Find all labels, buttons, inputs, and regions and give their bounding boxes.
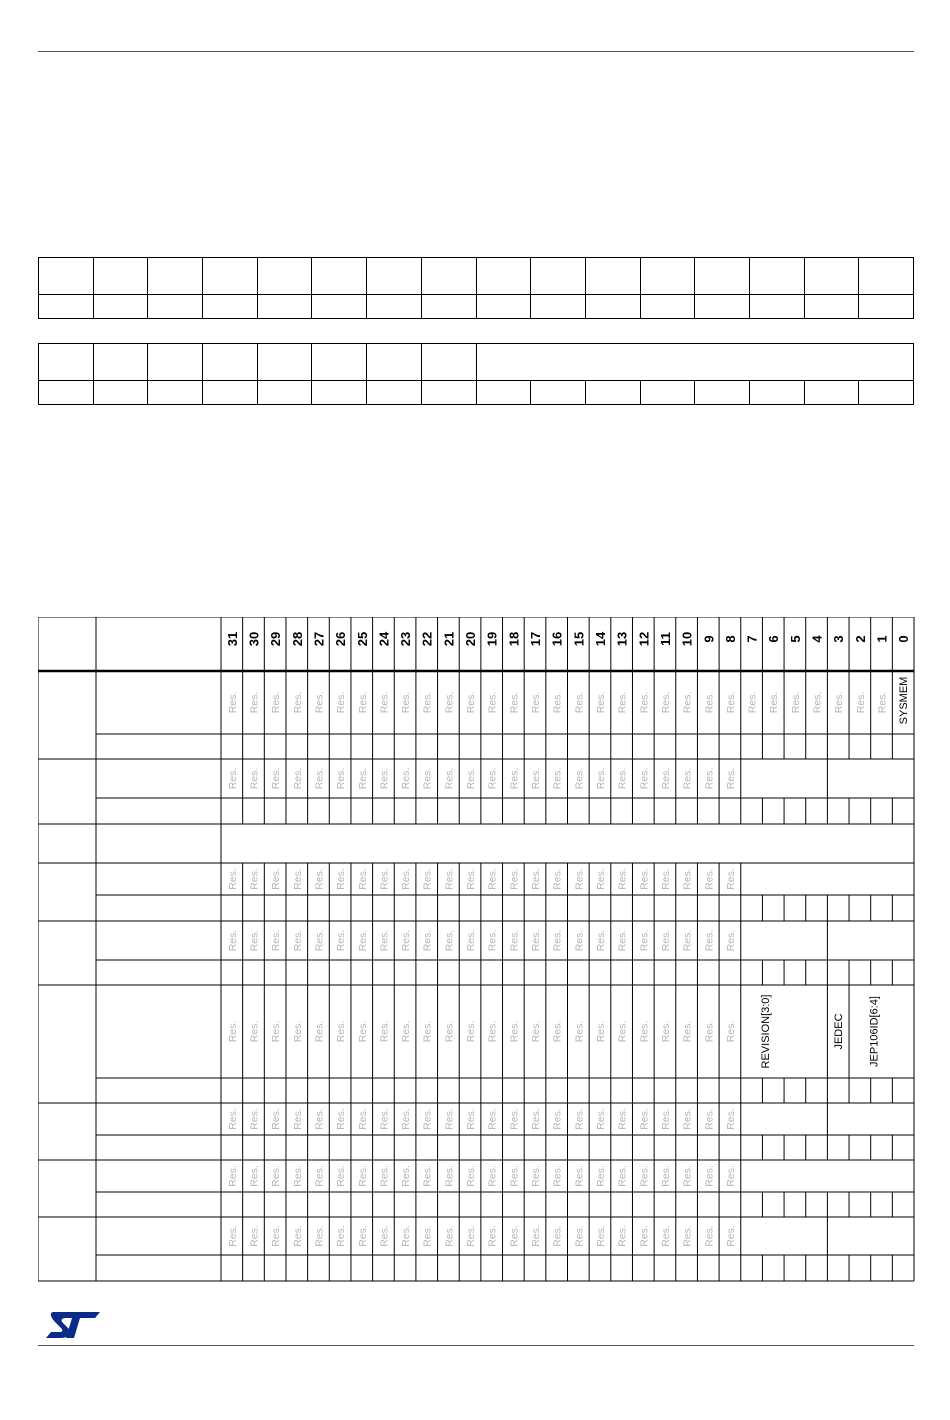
header-rule (38, 51, 914, 52)
reserved-label: Res. (703, 1108, 716, 1130)
reserved-label: Res. (465, 1108, 478, 1130)
bit-number-17: 17 (528, 631, 544, 647)
field-sysmem: SYSMEM (898, 676, 911, 725)
reserved-label: Res. (400, 929, 413, 952)
reserved-label: Res. (659, 691, 672, 714)
reserved-label: Res. (400, 1020, 413, 1043)
reserved-label: Res. (854, 691, 867, 714)
reserved-label: Res. (681, 868, 694, 890)
reserved-label: Res. (248, 929, 261, 952)
reserved-label: Res. (638, 1165, 651, 1187)
reserved-label: Res. (551, 691, 564, 714)
bit-number-21: 21 (441, 631, 457, 647)
reserved-label: Res. (724, 929, 737, 952)
reserved-label: Res. (248, 767, 261, 790)
reserved-label: Res. (226, 767, 239, 790)
bit-number-26: 26 (333, 631, 349, 647)
reserved-label: Res. (486, 929, 499, 952)
reserved-label: Res. (486, 1225, 499, 1247)
reserved-label: Res. (724, 1020, 737, 1043)
bit-number-28: 28 (289, 631, 305, 647)
bit-number-15: 15 (571, 631, 587, 647)
reserved-label: Res. (724, 1165, 737, 1187)
bit-number-8: 8 (722, 635, 738, 643)
reserved-label: Res. (551, 1165, 564, 1187)
reserved-label: Res. (551, 767, 564, 790)
reserved-label: Res. (508, 1225, 521, 1247)
reserved-label: Res. (638, 691, 651, 714)
reserved-label: Res. (594, 691, 607, 714)
reserved-label: Res. (724, 1108, 737, 1130)
reserved-label: Res. (378, 868, 391, 890)
reserved-label: Res. (530, 691, 543, 714)
bit-row-upper (39, 258, 914, 295)
reserved-label: Res. (659, 1020, 672, 1043)
reserved-label: Res. (508, 767, 521, 790)
bit-number-0: 0 (896, 635, 912, 643)
reserved-label: Res. (551, 1020, 564, 1043)
reserved-label: Res. (616, 1225, 629, 1247)
reserved-label: Res. (594, 1020, 607, 1043)
reserved-label: Res. (530, 929, 543, 952)
reserved-label: Res. (508, 1108, 521, 1130)
reserved-label: Res. (465, 1225, 478, 1247)
reserved-label: Res. (530, 1108, 543, 1130)
reserved-label: Res. (465, 868, 478, 890)
reserved-label: Res. (616, 691, 629, 714)
reserved-label: Res. (270, 1020, 283, 1043)
reserved-label: Res. (768, 691, 781, 714)
reserved-label: Res. (335, 691, 348, 714)
reserved-label: Res. (443, 929, 456, 952)
reserved-label: Res. (248, 1020, 261, 1043)
reserved-label: Res. (876, 691, 889, 714)
reserved-label: Res. (486, 1165, 499, 1187)
reserved-label: Res. (681, 691, 694, 714)
reserved-label: Res. (724, 767, 737, 790)
reserved-label: Res. (638, 1108, 651, 1130)
bit-number-18: 18 (506, 631, 522, 647)
register-table-upper (38, 257, 914, 319)
reserved-label: Res. (400, 1225, 413, 1247)
reserved-label: Res. (573, 1225, 586, 1247)
reserved-label: Res. (530, 1020, 543, 1043)
reserved-label: Res. (335, 1108, 348, 1130)
reserved-label: Res. (270, 691, 283, 714)
reserved-label: Res. (313, 691, 326, 714)
reserved-label: Res. (443, 1225, 456, 1247)
reserved-label: Res. (508, 1165, 521, 1187)
reserved-label: Res. (248, 1225, 261, 1247)
reserved-label: Res. (703, 1225, 716, 1247)
reserved-label: Res. (421, 868, 434, 890)
reserved-label: Res. (335, 767, 348, 790)
reserved-label: Res. (638, 1225, 651, 1247)
reserved-label: Res. (421, 767, 434, 790)
reserved-label: Res. (291, 1165, 304, 1187)
reserved-label: Res. (226, 1108, 239, 1130)
reserved-label: Res. (573, 1108, 586, 1130)
reserved-label: Res. (681, 1165, 694, 1187)
field-jep106id: JEP106ID[6:4] (868, 996, 881, 1067)
reserved-label: Res. (443, 1108, 456, 1130)
reserved-label: Res. (508, 929, 521, 952)
field-jedec: JEDEC (833, 1013, 846, 1050)
reserved-label: Res. (443, 1020, 456, 1043)
reserved-label: Res. (356, 1020, 369, 1043)
reserved-label: Res. (443, 868, 456, 890)
reserved-label: Res. (400, 868, 413, 890)
reserved-label: Res. (291, 868, 304, 890)
reserved-label: Res. (356, 1225, 369, 1247)
reserved-label: Res. (486, 1108, 499, 1130)
bit-number-27: 27 (311, 631, 327, 647)
reserved-label: Res. (313, 1108, 326, 1130)
reserved-label: Res. (573, 929, 586, 952)
reserved-label: Res. (551, 1225, 564, 1247)
reserved-label: Res. (400, 767, 413, 790)
reserved-label: Res. (551, 1108, 564, 1130)
bit-number-31: 31 (224, 631, 240, 647)
reserved-label: Res. (681, 1108, 694, 1130)
reserved-label: Res. (811, 691, 824, 714)
reserved-label: Res. (248, 868, 261, 890)
reserved-label: Res. (486, 767, 499, 790)
reserved-label: Res. (703, 868, 716, 890)
reserved-label: Res. (486, 1020, 499, 1043)
reserved-label: Res. (421, 1165, 434, 1187)
reserved-label: Res. (573, 691, 586, 714)
reserved-label: Res. (378, 1108, 391, 1130)
bit-number-12: 12 (636, 631, 652, 647)
reserved-label: Res. (270, 1225, 283, 1247)
reserved-label: Res. (465, 767, 478, 790)
reserved-label: Res. (573, 1165, 586, 1187)
reserved-label: Res. (724, 691, 737, 714)
bit-number-3: 3 (831, 635, 847, 643)
bit-number-25: 25 (354, 631, 370, 647)
reserved-label: Res. (681, 929, 694, 952)
reserved-label: Res. (703, 767, 716, 790)
reserved-label: Res. (573, 1020, 586, 1043)
reserved-label: Res. (226, 1165, 239, 1187)
bit-number-23: 23 (398, 631, 414, 647)
reserved-label: Res. (530, 1225, 543, 1247)
reserved-label: Res. (248, 691, 261, 714)
reserved-label: Res. (703, 691, 716, 714)
reserved-label: Res. (248, 1108, 261, 1130)
bit-number-7: 7 (744, 635, 760, 643)
bit-number-19: 19 (484, 631, 500, 647)
bit-number-10: 10 (679, 631, 695, 647)
reserved-label: Res. (681, 1225, 694, 1247)
access-row-upper (39, 295, 914, 319)
reserved-label: Res. (378, 1225, 391, 1247)
reserved-label: Res. (291, 767, 304, 790)
reserved-label: Res. (465, 1020, 478, 1043)
reserved-label: Res. (335, 1020, 348, 1043)
reserved-label: Res. (421, 1108, 434, 1130)
reserved-label: Res. (616, 1020, 629, 1043)
reserved-label: Res. (681, 767, 694, 790)
reserved-label: Res. (833, 691, 846, 714)
reserved-label: Res. (594, 1165, 607, 1187)
reserved-label: Res. (226, 1020, 239, 1043)
reserved-label: Res. (465, 929, 478, 952)
reserved-label: Res. (291, 1225, 304, 1247)
reserved-label: Res. (789, 691, 802, 714)
bit-number-13: 13 (614, 631, 630, 647)
bit-number-5: 5 (787, 635, 803, 643)
reserved-label: Res. (270, 929, 283, 952)
reserved-label: Res. (291, 691, 304, 714)
reserved-label: Res. (659, 1165, 672, 1187)
reserved-label: Res. (659, 1225, 672, 1247)
bit-number-9: 9 (701, 635, 717, 643)
bit-number-30: 30 (246, 631, 262, 647)
reserved-label: Res. (378, 767, 391, 790)
reserved-label: Res. (508, 691, 521, 714)
reserved-label: Res. (616, 929, 629, 952)
reserved-label: Res. (356, 767, 369, 790)
reserved-label: Res. (573, 868, 586, 890)
reserved-label: Res. (226, 691, 239, 714)
reserved-label: Res. (270, 868, 283, 890)
reserved-label: Res. (313, 868, 326, 890)
reserved-label: Res. (703, 1165, 716, 1187)
reserved-label: Res. (486, 868, 499, 890)
register-map (38, 617, 915, 1282)
reserved-label: Res. (573, 767, 586, 790)
bit-number-11: 11 (657, 632, 673, 646)
bit-number-2: 2 (852, 635, 868, 643)
reserved-label: Res. (335, 868, 348, 890)
reserved-label: Res. (291, 1020, 304, 1043)
reserved-label: Res. (270, 1165, 283, 1187)
reserved-label: Res. (724, 1225, 737, 1247)
reserved-label: Res. (421, 691, 434, 714)
reserved-label: Res. (616, 1108, 629, 1130)
reserved-label: Res. (226, 929, 239, 952)
reserved-label: Res. (703, 1020, 716, 1043)
reserved-label: Res. (616, 767, 629, 790)
reserved-label: Res. (313, 767, 326, 790)
reserved-label: Res. (638, 1020, 651, 1043)
reserved-label: Res. (356, 1108, 369, 1130)
register-table-lower (38, 343, 914, 405)
reserved-label: Res. (226, 868, 239, 890)
reserved-label: Res. (638, 868, 651, 890)
reserved-label: Res. (443, 767, 456, 790)
bit-number-29: 29 (268, 631, 284, 647)
reserved-label: Res. (638, 767, 651, 790)
reserved-label: Res. (508, 1020, 521, 1043)
bit-number-22: 22 (419, 631, 435, 647)
reserved-label: Res. (508, 868, 521, 890)
reserved-label: Res. (746, 691, 759, 714)
reserved-label: Res. (378, 929, 391, 952)
reserved-label: Res. (248, 1165, 261, 1187)
reserved-label: Res. (356, 1165, 369, 1187)
reserved-label: Res. (400, 1108, 413, 1130)
reserved-label: Res. (313, 1225, 326, 1247)
reserved-label: Res. (356, 929, 369, 952)
reserved-label: Res. (530, 767, 543, 790)
reserved-label: Res. (594, 929, 607, 952)
reserved-label: Res. (659, 868, 672, 890)
reserved-label: Res. (659, 929, 672, 952)
st-logo (44, 1310, 102, 1345)
reserved-label: Res. (551, 929, 564, 952)
reserved-label: Res. (356, 868, 369, 890)
reserved-label: Res. (594, 1108, 607, 1130)
reserved-label: Res. (616, 868, 629, 890)
bit-number-4: 4 (809, 635, 825, 643)
reserved-label: Res. (443, 691, 456, 714)
reserved-label: Res. (594, 767, 607, 790)
reserved-label: Res. (291, 929, 304, 952)
reserved-label: Res. (270, 1108, 283, 1130)
reserved-label: Res. (551, 868, 564, 890)
reserved-label: Res. (421, 1020, 434, 1043)
reserved-label: Res. (291, 1108, 304, 1130)
reserved-label: Res. (421, 1225, 434, 1247)
bit-number-16: 16 (549, 631, 565, 647)
bit-number-1: 1 (874, 635, 890, 643)
bit-number-20: 20 (463, 631, 479, 647)
reserved-label: Res. (594, 1225, 607, 1247)
reserved-label: Res. (335, 929, 348, 952)
reserved-label: Res. (486, 691, 499, 714)
reserved-label: Res. (313, 1020, 326, 1043)
bit-number-6: 6 (766, 635, 782, 643)
reserved-label: Res. (421, 929, 434, 952)
reserved-label: Res. (270, 767, 283, 790)
field-cell-merged (476, 344, 914, 381)
field-revision: REVISION[3:0] (760, 994, 773, 1069)
reserved-label: Res. (616, 1165, 629, 1187)
reserved-label: Res. (226, 1225, 239, 1247)
reserved-label: Res. (703, 929, 716, 952)
reserved-label: Res. (638, 929, 651, 952)
reserved-label: Res. (465, 1165, 478, 1187)
reserved-label: Res. (659, 1108, 672, 1130)
access-row-lower (39, 381, 914, 405)
reserved-label: Res. (443, 1165, 456, 1187)
reserved-label: Res. (724, 868, 737, 890)
reserved-label: Res. (378, 691, 391, 714)
register-map-table (38, 617, 915, 1282)
reserved-label: Res. (530, 868, 543, 890)
reserved-label: Res. (335, 1165, 348, 1187)
reserved-label: Res. (594, 868, 607, 890)
reserved-label: Res. (313, 1165, 326, 1187)
reserved-label: Res. (356, 691, 369, 714)
reserved-label: Res. (400, 691, 413, 714)
reserved-label: Res. (335, 1225, 348, 1247)
reserved-label: Res. (400, 1165, 413, 1187)
reserved-label: Res. (378, 1165, 391, 1187)
reserved-label: Res. (681, 1020, 694, 1043)
reserved-label: Res. (659, 767, 672, 790)
reserved-label: Res. (530, 1165, 543, 1187)
bit-number-14: 14 (592, 631, 608, 647)
reserved-label: Res. (313, 929, 326, 952)
bit-number-24: 24 (376, 631, 392, 647)
bit-row-lower (39, 344, 914, 381)
footer-rule (38, 1345, 914, 1346)
reserved-label: Res. (465, 691, 478, 714)
reserved-label: Res. (378, 1020, 391, 1043)
